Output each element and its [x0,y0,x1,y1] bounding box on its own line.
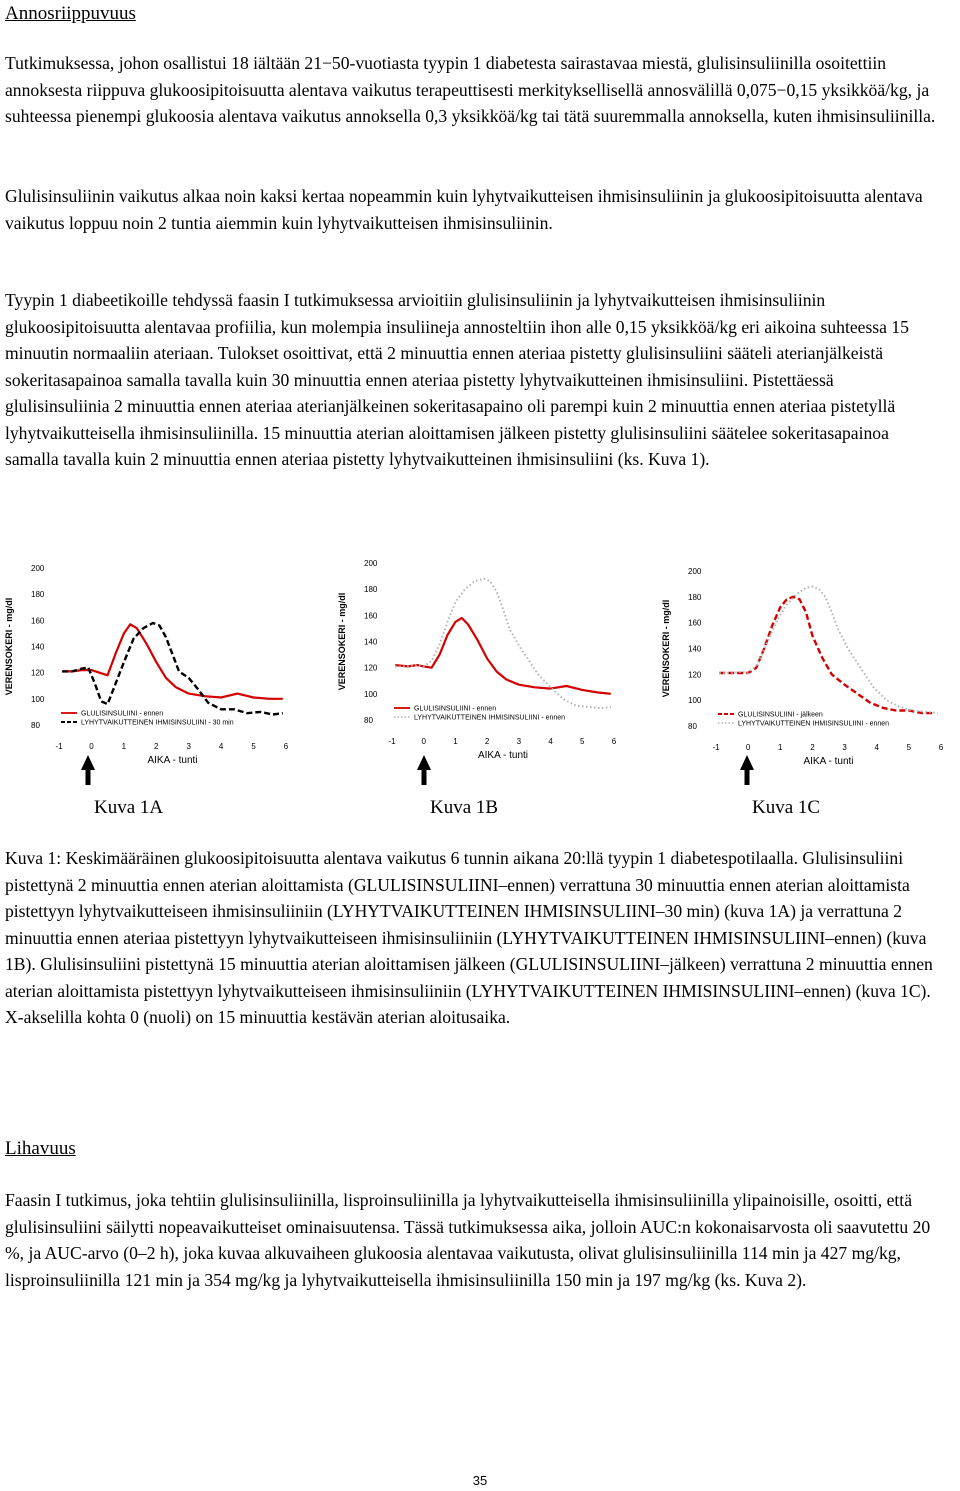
x-tick-label: 4 [548,737,553,746]
time-zero-arrow-icon [81,755,95,770]
x-tick-label: 6 [283,742,289,751]
y-tick-label: 180 [31,590,45,600]
x-tick-label: 0 [421,737,426,746]
y-tick-label: 200 [31,564,45,573]
y-tick-label: 100 [364,689,378,699]
legend-label: GLULISINSULIINI - jälkeen [738,711,823,719]
x-tick-label: -1 [388,737,396,746]
x-tick-label: 2 [154,742,159,751]
x-tick-label: 3 [842,743,847,752]
x-tick-label: 0 [745,743,751,752]
figure-label-1b: Kuva 1B [430,797,499,818]
x-tick-label: 4 [874,743,879,752]
x-tick-label: 0 [89,742,94,751]
x-tick-label: -1 [55,742,63,751]
y-axis-label: VERENSOKERI - mg/dl [337,592,347,691]
x-axis-label: AIKA - tunti [147,755,198,766]
figure-1-charts [0,548,960,828]
y-tick-label: 120 [31,668,45,678]
y-tick-label: 200 [364,559,378,568]
y-tick-label: 120 [688,670,702,680]
y-tick-label: 200 [688,567,702,576]
y-tick-label: 120 [364,663,378,673]
paragraph-obesity: Faasin I tutkimus, joka tehtiin glulisinsuliinilla, lisproinsuliinilla ja lyhytvaikutteisella ihmisinsuliinilla ylipainoisille, osoitti, että glulisinsuliini säilytti nopeavaikutteiset ominaisuutensa. Tässä tutkimuksessa aika, jolloin AUC:n kokonaisarvosta oli saavutettu 20 %, ja AUC-arvo (0–2 h), joka kuvaa alkuvaiheen glukoosia alentavaa vaikutusta, olivat glulisinsuliinilla 114 min ja 427 mg/kg, lisproinsuliinilla 121 min ja 354 mg/kg ja lyhytvaikutteisella ihmisinsuliinilla 150 min ja 197 mg/kg (ks. Kuva 2). [5,1190,931,1290]
x-tick-label: -1 [712,743,720,752]
y-tick-label: 100 [31,694,45,704]
x-tick-label: 3 [186,742,191,751]
y-tick-label: 180 [364,585,378,595]
y-tick-label: 140 [31,642,45,652]
y-tick-label: 160 [688,618,702,628]
x-axis-label: AIKA - tunti [477,750,529,761]
x-tick-label: 4 [218,742,224,751]
x-tick-label: 5 [580,737,585,746]
y-axis-label: VERENSOKERI - mg/dl [661,599,671,698]
y-tick-label: 80 [688,722,697,731]
y-tick-label: 100 [688,696,702,706]
x-tick-label: 2 [810,743,815,752]
x-tick-label: 3 [516,737,522,746]
y-tick-label: 140 [688,644,702,654]
x-tick-label: 5 [251,742,256,751]
y-axis-label: VERENSOKERI - mg/dl [4,597,14,696]
figure-caption: Kuva 1: Keskimääräinen glukoosipitoisuutta alentava vaikutus 6 tunnin aikana 20:llä tyypin 1 diabetespotilaalla. Glulisinsuliini pistettynä 2 minuuttia ennen aterian aloittamista (GLULISINSULIINI–ennen) verrattuna 30 minuuttia ennen aterian aloittamista pistettyyn lyhytvaikutteiseen ihmisinsuliiniin (LYHYTVAIKUTTEINEN IHMISINSULIINI–30 min) (kuva 1A) ja verrattuna 2 minuuttia ennen ateriaa pistettyyn lyhytvaikutteiseen ihmisinsuliiniin (LYHYTVAIKUTTEINEN IHMISINSULIINI–ennen) (kuva 1B). Glulisinsuliini pistettynä 15 minuuttia aterian aloittamisen jälkeen (GLULISINSULIINI–jälkeen) verrattuna 2 minuuttia ennen aterian aloittamista pistettyyn lyhytvaikutteiseen ihmisinsuliiniin (LYHYTVAIKUTTEINEN IHMISINSULIINI–ennen) (kuva 1C). X-akselilla kohta 0 (nuoli) on 15 minuuttia kestävän aterian aloitusaika. [5,848,933,1027]
paragraph-onset: Glulisinsuliinin vaikutus alkaa noin kaksi kertaa nopeammin kuin lyhytvaikutteisen ihmisinsuliinin ja glukoosipitoisuutta alentava vaikutus loppuu noin 2 tuntia aiemmin kuin lyhytvaikutteisen ihmisinsuliinin. [5,186,923,233]
paragraph-phase1-study: Tyypin 1 diabeetikoille tehdyssä faasin I tutkimuksessa arvioitiin glulisinsuliinin ja lyhytvaikutteisen ihmisinsuliinin glukoosipitoisuutta alentavaa profiilia, kun molempia insuliineja annosteltiin ihon alle 0,15 yksikköä/kg eri aikoina suhteessa 15 minuutin normaaliin ateriaan. Tulokset osoittivat, että 2 minuuttia ennen ateriaa pistetty glulisinsuliini sääteli aterianjälkeistä sokeritasapainoa samalla tavalla kuin 30 minuuttia ennen ateriaa pistetty lyhytvaikutteinen ihmisinsuliini. Pistettäessä glulisinsuliinia 2 minuuttia ennen ateriaa aterianjälkeinen sokeritasapaino oli parempi kuin 2 minuuttia ennen ateriaa pistetyllä lyhytvaikutteisella ihmisinsuliinilla. 15 minuuttia aterian aloittamisen jälkeen pistetty glulisinsuliini säätelee sokeritasapainoa samalla tavalla kuin 2 minuuttia ennen ateriaa pistetty lyhytvaikutteinen ihmisinsuliini (ks. Kuva 1). [5,290,909,469]
series-line-2 [719,587,938,714]
y-tick-label: 160 [364,611,378,621]
figure-1-svg [0,548,960,828]
y-tick-label: 180 [688,592,702,602]
legend-label: GLULISINSULIINI - ennen [81,710,164,718]
x-tick-label: 5 [906,743,912,752]
x-tick-label: 1 [121,742,127,751]
section-heading-lihavuus: Lihavuus [5,1138,76,1159]
figure-label-1c: Kuva 1C [752,797,821,818]
series-line-1 [719,597,934,713]
paragraph-dose-response: Tutkimuksessa, johon osallistui 18 iältään 21−50-vuotiasta tyypin 1 diabetesta sairastavaa miestä, glulisinsuliinilla osoitettiin annoksesta riippuva glukoosipitoisuutta alentava vaikutus terapeuttisesti merkityksellisellä annosvälillä 0,075−0,15 yksikköä/kg, ja suhteessa pienempi glukoosia alentava vaikutus annoksella 0,3 yksikköä/kg tai tätä suuremmalla annoksella, kuten ihmisinsuliinilla. [5,53,936,126]
time-zero-arrow-icon [740,755,754,770]
x-tick-label: 1 [778,743,783,752]
x-tick-label: 6 [938,743,944,752]
x-tick-label: 6 [611,737,617,746]
legend-label: LYHYTVAIKUTTEINEN IHMISINSULIINI - 30 min [81,719,234,727]
legend-label: GLULISINSULIINI - ennen [414,705,497,713]
x-tick-label: 2 [484,737,490,746]
x-axis-label: AIKA - tunti [803,756,854,767]
y-tick-label: 80 [364,716,373,725]
y-tick-label: 80 [31,721,40,730]
x-tick-label: 1 [453,737,458,746]
y-tick-label: 140 [364,637,378,647]
series-line-1 [395,618,611,694]
page-number: 35 [472,1473,488,1488]
y-tick-label: 160 [31,616,45,626]
section-heading-annosriippuvuus: Annosriippuvuus [5,3,136,24]
legend-label: LYHYTVAIKUTTEINEN IHMISINSULIINI - ennen [414,714,566,722]
legend-label: LYHYTVAIKUTTEINEN IHMISINSULIINI - ennen [738,720,890,728]
series-line-2 [62,623,283,715]
time-zero-arrow-icon [417,755,431,770]
figure-label-1a: Kuva 1A [94,797,164,818]
